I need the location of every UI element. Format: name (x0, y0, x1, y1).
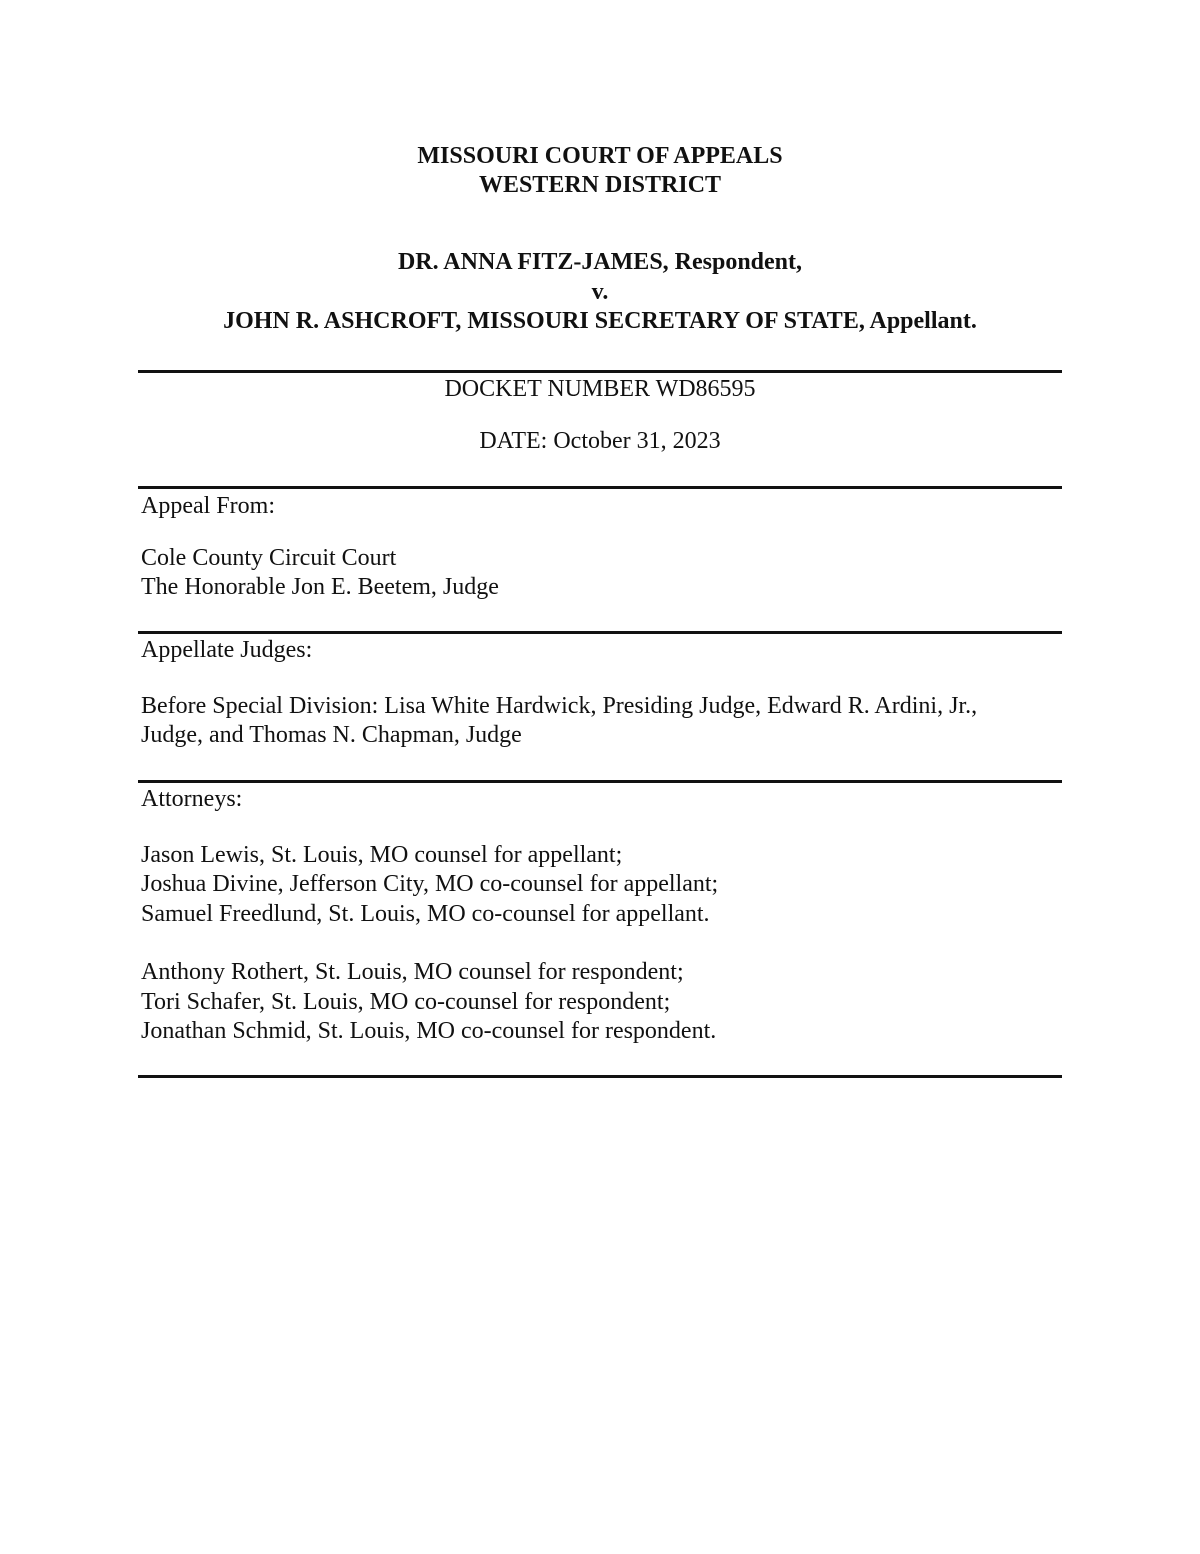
court-name: MISSOURI COURT OF APPEALS (417, 143, 783, 169)
attorney-entry: Jonathan Schmid, St. Louis, MO co-counsel for respondent. (141, 1018, 717, 1044)
divider-rule (138, 631, 1062, 634)
judges-line: Judge, and Thomas N. Chapman, Judge (141, 722, 522, 748)
divider-rule (138, 780, 1062, 783)
section-heading: Appellate Judges: (141, 637, 313, 663)
caption-versus: v. (591, 279, 609, 305)
attorney-entry: Samuel Freedlund, St. Louis, MO co-counsel for appellant. (141, 900, 710, 927)
decision-date: DATE: October 31, 2023 (479, 428, 721, 454)
divider-rule (138, 370, 1062, 373)
section-heading: Appeal From: (141, 493, 275, 519)
trial-judge: The Honorable Jon E. Beetem, Judge (141, 574, 499, 600)
section-heading: Attorneys: (141, 786, 243, 812)
divider-rule (138, 1075, 1062, 1078)
caption-respondent: DR. ANNA FITZ-JAMES, Respondent, (397, 249, 803, 275)
court-district: WESTERN DISTRICT (478, 172, 722, 198)
judges-line: Before Special Division: Lisa White Hardwick, Presiding Judge, Edward R. Ardini, Jr., (141, 692, 978, 719)
lower-court: Cole County Circuit Court (141, 544, 397, 571)
attorney-entry: Tori Schafer, St. Louis, MO co-counsel for respondent; (141, 988, 671, 1015)
appellate-judges-section (141, 636, 1061, 751)
appeal-from-section (141, 492, 1061, 603)
docket-number: DOCKET NUMBER WD86595 (444, 376, 756, 402)
attorney-entry: Jason Lewis, St. Louis, MO counsel for appellant; (141, 841, 623, 868)
attorneys-section (141, 785, 1061, 1047)
caption-appellant: JOHN R. ASHCROFT, MISSOURI SECRETARY OF STATE, Appellant. (223, 308, 977, 334)
divider-rule (138, 486, 1062, 489)
attorney-entry: Joshua Divine, Jefferson City, MO co-counsel for appellant; (141, 871, 719, 897)
attorney-entry: Anthony Rothert, St. Louis, MO counsel for respondent; (141, 959, 684, 985)
